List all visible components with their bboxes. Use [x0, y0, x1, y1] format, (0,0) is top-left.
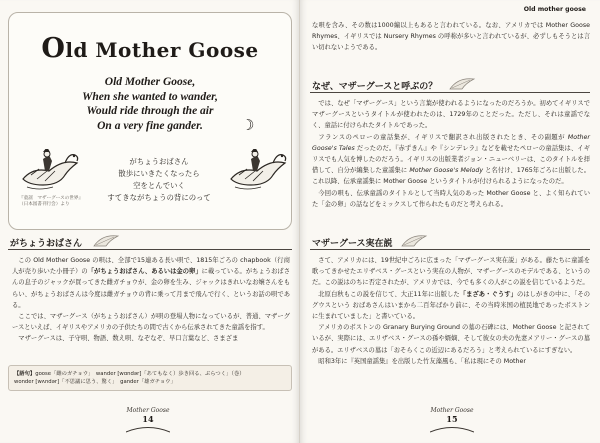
glossary-line [14, 370, 286, 378]
emphasis-text: 「まざあ・ぐうす」 [459, 290, 517, 298]
title-initial: O [41, 33, 66, 64]
paragraph: ここでは、マザーグース（がちょうおばさん）が唄の登場人物になっているが、普通、マザーグースといえば、イギリスやアメリカの子供たちの間で古くから伝承されてきた童謡を指す。 [12, 313, 290, 332]
section-rule [310, 92, 590, 93]
section-title: なぜ、マザーグースと呼ぶの？ [312, 82, 438, 92]
right-page [300, 0, 600, 443]
poem-ja-line: 散歩にいきたくなったら [118, 169, 200, 178]
section-rule [8, 249, 292, 250]
poem-line: Old Mother Goose, [104, 76, 196, 88]
poem-line: When she wanted to wander, [82, 90, 218, 103]
paragraph: さて、アメリカには、19世紀中ごろに広まった「マザーグース実在説」がある。藤たちに童謡を歌ってきかせたエリザベス・グースという実在の人物が、マザーグースのモデルである、というのだ。この説はのちに否定されたが、アメリカでは、今でも多くの人がこの説を信じているようだ。 [312, 257, 590, 287]
body-text [312, 255, 590, 367]
paragraph [12, 255, 290, 311]
poem-ja-line: 空をとんでいく [133, 181, 185, 190]
body-text [312, 98, 590, 210]
paragraph: 今回の唄も、伝承童謡のタイトルとして当時人気のあった Mother Goose と、よく知られていた「金の卵」の話などをミックスして作られたものだと考えられる。 [312, 189, 590, 208]
goose-rider-illustration [19, 149, 83, 193]
folio-label: Mother Goose [430, 407, 474, 414]
text-run: この Old Mother Goose の唄は、全部で15連ある長い唄で、1815年ごろの chapbook（行商人が売り歩いた小冊子）の [12, 257, 290, 276]
emphasis-text: 「がちょうおばさん、あるいは金の卵」 [87, 268, 202, 276]
intro-text [312, 20, 590, 54]
body-text [12, 255, 290, 345]
caption-line: （日本図書刊行会）より [19, 202, 70, 207]
title-rest: ld Mother Goose [65, 38, 259, 62]
text-run: に載っている。がちょうおばさんの息子のジャックが買ってきた雌ガチョウが、金の卵を生み、ジャックはきれいなお嬢さんをもらい、がちょうおばさんは今度は雌ガチョウの背に乗って月まで飛んで行く、というお話の唄である。 [12, 268, 290, 309]
text-run: だったのだ。『赤ずきん』や『シンデレラ』などを載せたペローの童話集は、イギリスでも人気を博したのだろう。イギリスの出版業者ジョン・ニューベリーは、このタイトルを拝借して、自分が編集した童謡集に [312, 144, 590, 175]
text-run: と名付け、1765年ごろに出版した。これ以降、伝承童謡集に Mother Goose というタイトルが付けられるようになったのだ。 [312, 167, 590, 186]
page-number: 14 [142, 414, 154, 424]
text-run: 北原白秋もこの説を信じて、大正11年に出版した [318, 290, 460, 298]
crescent-moon-icon: ☽ [241, 116, 255, 134]
title-panel [8, 12, 292, 230]
page-folio [422, 407, 482, 433]
paragraph: 昭和3年に『英国童謡集』を出版した竹友藻風も、「私は現にその Mother [318, 357, 526, 365]
folio-label: Mother Goose [126, 407, 170, 414]
caption-line: 『童謡 マザーグースの世界』 [19, 196, 84, 201]
page-folio [118, 407, 178, 433]
poem-ja-line: がちょうおばさん [129, 157, 189, 166]
paragraph [312, 132, 590, 188]
paragraph: な唄を含み、その数は1000編以上もあると言われている。なお、アメリカでは Mother Goose Rhymes、イギリスでは Nursery Rhymes の呼称が多いと言われているが、必ずしもそうとは言い切れないようである。 [312, 22, 590, 52]
folio-ornament-icon [430, 425, 474, 433]
paragraph: では、なぜ「マザーグース」という言葉が使われるようになったのだろうか。初めてイギリスでマザーグースというタイトルが使われたのは、1729年のことだった。ただし、それは童謡でなく、童話に付けられたタイトルであった。 [312, 100, 590, 130]
paragraph [312, 289, 590, 323]
section-title: がちょうおばさん [10, 239, 83, 249]
paragraph: アメリカのボストンの Granary Burying Ground の墓の石碑には、Mother Goose と記されているが、実際には、エリザベス・グースの孫や婿嫡、そして彼女の夫の先妻メアリー・グースの墓がある。エリザベスの墓は「おそらくこの近辺にあるだろう」と考えられているにすぎない。 [312, 324, 590, 354]
text-run: のはしがきの中に、「そのグウスという おばあさんはいまから二百年ばかり前に、その当時米国の植民地であったボストンに生まれていました」と書いている。 [312, 290, 591, 321]
page-number: 15 [446, 414, 458, 424]
glossary-label: 【語句】 [14, 371, 36, 377]
poem-line: On a very fine gander. [97, 119, 203, 132]
glossary-box [8, 365, 292, 391]
illustration-caption [19, 196, 99, 208]
paragraph: マザーグースは、子守唄、物語、数え唄、なぞなぞ、早口言葉など、さまざま [18, 335, 239, 343]
poem-line: Would ride through the air [86, 105, 214, 117]
italic-title: Mother Goose's Tales [312, 133, 590, 152]
folio-ornament-icon [126, 425, 170, 433]
goose-rider-illustration [227, 149, 291, 193]
glossary-line: wonder [wʌndər]「不思議に思う、驚く」 gander「雄ガチョウ」 [14, 379, 176, 386]
running-head: Old mother goose [523, 6, 586, 13]
feather-ornament-icon [448, 75, 476, 91]
feather-ornament-icon [92, 232, 120, 248]
section-rule [310, 249, 590, 250]
poem-ja-line: すてきながちょうの背にのって [107, 193, 211, 202]
text-run: フランスのペローの童話集が、イギリスで翻訳され出版されたとき、その副題が [318, 133, 566, 141]
poem-japanese [89, 156, 229, 204]
glossary-text: goose「雌のガチョウ」 wander [wɑndər]「あてもなく）歩き回る、ぶらつく」（巻） [35, 371, 245, 377]
italic-title: Mother Goose's Melody [409, 167, 484, 175]
page-title [9, 33, 291, 64]
feather-ornament-icon [400, 232, 428, 248]
section-title: マザーグース実在説 [312, 239, 393, 249]
